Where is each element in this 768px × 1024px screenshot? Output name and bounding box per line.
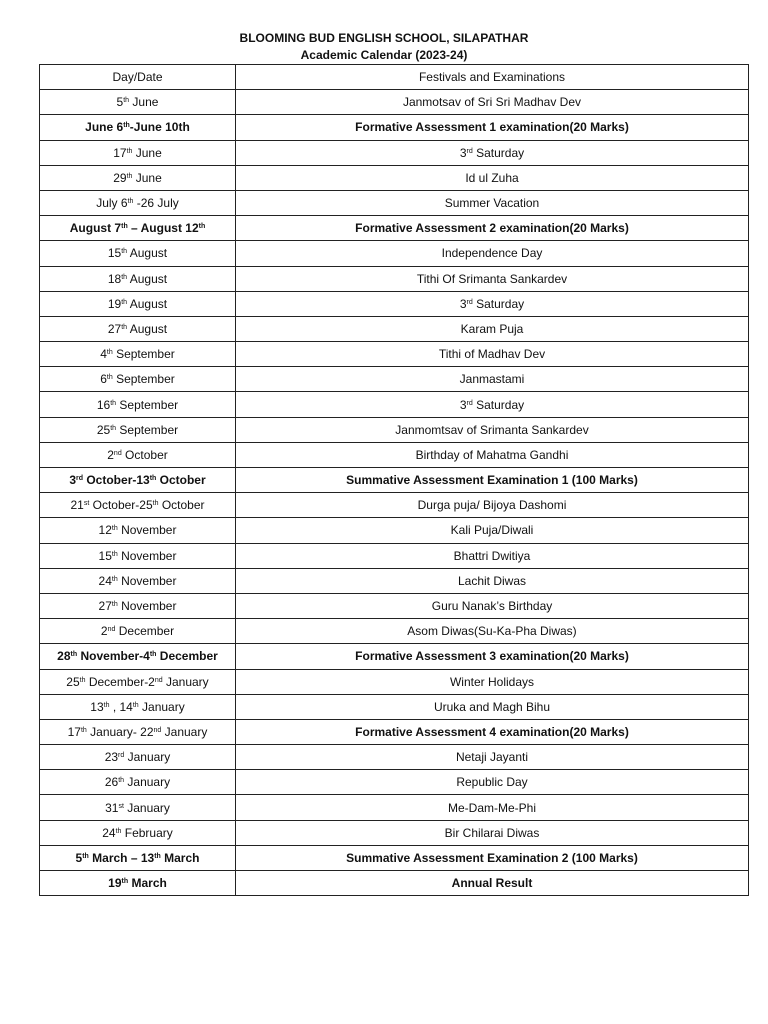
ordinal-suffix: th: [121, 223, 128, 231]
text-fragment: 12: [98, 523, 112, 538]
event-cell: Republic Day: [236, 770, 749, 795]
text-fragment: March: [160, 850, 200, 865]
date-cell: [40, 468, 236, 493]
event-cell: Birthday of Mahatma Gandhi: [236, 442, 749, 467]
ordinal-suffix: th: [198, 223, 206, 231]
date-cell: [40, 442, 236, 467]
calendar-row: [40, 845, 749, 870]
calendar-row: [40, 216, 749, 241]
ordinal-suffix: th: [154, 852, 161, 860]
date-cell: [40, 216, 236, 241]
event-cell: Asom Diwas(Su-Ka-Pha Diwas): [236, 619, 749, 644]
text-fragment: January: [138, 699, 185, 714]
calendar-row: [40, 493, 749, 518]
ordinal-suffix: th: [121, 248, 128, 256]
date-cell: [40, 770, 236, 795]
calendar-row: [40, 543, 749, 568]
ordinal-suffix: rd: [466, 147, 473, 155]
text-fragment: 15: [98, 548, 112, 563]
text-fragment: 3: [69, 473, 77, 488]
date-cell: [40, 291, 236, 316]
text-fragment: September: [116, 422, 179, 437]
column-header-date: Day/Date: [40, 65, 236, 90]
text-fragment: 25: [66, 674, 80, 689]
calendar-row: [40, 140, 749, 165]
ordinal-suffix: th: [106, 349, 113, 357]
calendar-row: [40, 694, 749, 719]
event-cell: Summative Assessment Examination 2 (100 Marks): [236, 845, 749, 870]
text-fragment: November: [117, 599, 177, 614]
text-fragment: November-4: [77, 649, 150, 664]
ordinal-suffix: th: [80, 726, 87, 734]
column-header-event: Festivals and Examinations: [236, 65, 749, 90]
date-cell: [40, 795, 236, 820]
text-fragment: 3: [459, 145, 467, 160]
ordinal-suffix: th: [121, 878, 129, 886]
text-fragment: 29: [113, 170, 127, 185]
calendar-row: [40, 392, 749, 417]
text-fragment: 24: [102, 825, 116, 840]
ordinal-suffix: th: [70, 651, 78, 659]
text-fragment: September: [116, 397, 179, 412]
date-cell: [40, 745, 236, 770]
text-fragment: December-2: [85, 674, 155, 689]
ordinal-suffix: th: [103, 701, 110, 709]
text-fragment: February: [121, 825, 173, 840]
calendar-row: [40, 518, 749, 543]
date-cell: [40, 669, 236, 694]
calendar-row: [40, 291, 749, 316]
calendar-row: [40, 745, 749, 770]
document-header: [0, 30, 768, 64]
calendar-row: [40, 115, 749, 140]
date-cell: [40, 90, 236, 115]
text-fragment: June 6: [85, 120, 124, 135]
text-fragment: August: [127, 321, 168, 336]
text-fragment: 26: [104, 775, 119, 790]
text-fragment: 17: [67, 724, 81, 739]
date-cell: [40, 644, 236, 669]
calendar-row: [40, 316, 749, 341]
date-cell: [40, 165, 236, 190]
ordinal-suffix: rd: [118, 752, 125, 760]
date-cell: [40, 593, 236, 618]
text-fragment: January- 22: [86, 724, 154, 739]
event-cell: Uruka and Magh Bihu: [236, 694, 749, 719]
ordinal-suffix: th: [132, 701, 139, 709]
school-name: BLOOMING BUD ENGLISH SCHOOL, SILAPATHAR: [239, 31, 529, 45]
text-fragment: October-13: [83, 473, 150, 488]
ordinal-suffix: nd: [113, 449, 122, 457]
calendar-row: [40, 669, 749, 694]
text-fragment: 6: [100, 372, 107, 387]
ordinal-suffix: th: [110, 399, 117, 407]
text-fragment: September: [112, 347, 175, 362]
text-fragment: -June 10th: [129, 120, 190, 135]
text-fragment: 27: [107, 321, 122, 336]
calendar-row: [40, 719, 749, 744]
ordinal-suffix: th: [126, 147, 133, 155]
calendar-row: [40, 820, 749, 845]
ordinal-suffix: th: [111, 525, 118, 533]
event-cell: Me-Dam-Me-Phi: [236, 795, 749, 820]
ordinal-suffix: th: [115, 827, 122, 835]
event-cell: Id ul Zuha: [236, 165, 749, 190]
text-fragment: August: [127, 246, 168, 261]
ordinal-suffix: th: [149, 475, 157, 483]
ordinal-suffix: rd: [466, 298, 473, 306]
text-fragment: 19: [108, 876, 122, 891]
date-cell: [40, 367, 236, 392]
event-cell: Netaji Jayanti: [236, 745, 749, 770]
event-cell: Independence Day: [236, 241, 749, 266]
text-fragment: July 6: [96, 196, 128, 211]
date-cell: [40, 719, 236, 744]
calendar-row: [40, 90, 749, 115]
event-cell: Guru Nanak’s Birthday: [236, 593, 749, 618]
event-cell: Janmotsav of Sri Sri Madhav Dev: [236, 90, 749, 115]
ordinal-suffix: th: [79, 676, 86, 684]
date-cell: [40, 518, 236, 543]
text-fragment: March: [128, 876, 167, 891]
event-cell: Formative Assessment 2 examination(20 Marks): [236, 216, 749, 241]
text-fragment: 3: [459, 296, 467, 311]
text-fragment: 3: [459, 397, 467, 412]
ordinal-suffix: rd: [466, 399, 473, 407]
text-fragment: Saturday: [472, 397, 525, 412]
text-fragment: 17: [113, 145, 127, 160]
event-cell: Formative Assessment 4 examination(20 Marks): [236, 719, 749, 744]
ordinal-suffix: th: [110, 424, 117, 432]
date-cell: [40, 493, 236, 518]
event-cell: Janmomtsav of Srimanta Sankardev: [236, 417, 749, 442]
event-cell: Tithi of Madhav Dev: [236, 342, 749, 367]
calendar-body: [40, 65, 749, 896]
text-fragment: August: [127, 296, 168, 311]
text-fragment: , 14: [109, 699, 133, 714]
text-fragment: 2: [100, 624, 108, 639]
date-cell: [40, 417, 236, 442]
ordinal-suffix: th: [121, 323, 128, 331]
text-fragment: October: [158, 498, 205, 513]
date-cell: [40, 820, 236, 845]
text-fragment: August: [127, 271, 168, 286]
text-fragment: Saturday: [472, 145, 525, 160]
ordinal-suffix: th: [82, 852, 89, 860]
text-fragment: August 7: [69, 221, 122, 236]
event-cell: Annual Result: [236, 871, 749, 896]
text-fragment: 25: [96, 422, 111, 437]
text-fragment: October-25: [89, 498, 153, 513]
event-cell: Karam Puja: [236, 316, 749, 341]
date-cell: [40, 568, 236, 593]
ordinal-suffix: nd: [153, 726, 162, 734]
text-fragment: 23: [104, 750, 119, 765]
date-cell: [40, 316, 236, 341]
ordinal-suffix: th: [126, 172, 133, 180]
text-fragment: 18: [107, 271, 122, 286]
text-fragment: December: [115, 624, 175, 639]
ordinal-suffix: th: [121, 298, 128, 306]
ordinal-suffix: th: [106, 374, 113, 382]
text-fragment: 16: [96, 397, 111, 412]
event-cell: [236, 291, 749, 316]
text-fragment: Saturday: [472, 296, 525, 311]
text-fragment: 31: [105, 800, 119, 815]
text-fragment: January: [162, 674, 209, 689]
text-fragment: January: [123, 800, 170, 815]
date-cell: [40, 241, 236, 266]
event-cell: Bhattri Dwitiya: [236, 543, 749, 568]
date-cell: [40, 266, 236, 291]
text-fragment: January: [124, 750, 171, 765]
text-fragment: 28: [57, 649, 71, 664]
ordinal-suffix: th: [123, 122, 130, 130]
date-cell: [40, 694, 236, 719]
ordinal-suffix: st: [83, 500, 90, 508]
text-fragment: June: [132, 145, 162, 160]
ordinal-suffix: nd: [154, 676, 163, 684]
event-cell: Formative Assessment 1 examination(20 Marks): [236, 115, 749, 140]
text-fragment: October: [121, 447, 168, 462]
text-fragment: 19: [107, 296, 122, 311]
text-fragment: January: [161, 724, 208, 739]
calendar-row: [40, 871, 749, 896]
text-fragment: January: [124, 775, 171, 790]
text-fragment: June: [129, 95, 159, 110]
ordinal-suffix: th: [152, 500, 159, 508]
text-fragment: – August 12: [127, 221, 199, 236]
event-cell: Winter Holidays: [236, 669, 749, 694]
date-cell: [40, 190, 236, 215]
date-cell: [40, 871, 236, 896]
date-cell: [40, 392, 236, 417]
date-cell: [40, 845, 236, 870]
text-fragment: September: [112, 372, 175, 387]
text-fragment: 5: [116, 95, 124, 110]
calendar-row: [40, 442, 749, 467]
date-cell: [40, 342, 236, 367]
ordinal-suffix: nd: [107, 626, 116, 634]
calendar-row: [40, 593, 749, 618]
ordinal-suffix: th: [123, 97, 130, 105]
text-fragment: 15: [107, 246, 122, 261]
date-cell: [40, 140, 236, 165]
event-cell: Durga puja/ Bijoya Dashomi: [236, 493, 749, 518]
text-fragment: October: [156, 473, 206, 488]
text-fragment: 24: [98, 573, 112, 588]
text-fragment: June: [132, 170, 162, 185]
text-fragment: 13: [90, 699, 104, 714]
academic-calendar-table: [39, 64, 749, 896]
ordinal-suffix: rd: [76, 475, 84, 483]
calendar-row: [40, 165, 749, 190]
text-fragment: -26 July: [133, 196, 179, 211]
event-cell: Summer Vacation: [236, 190, 749, 215]
calendar-row: [40, 795, 749, 820]
calendar-title: Academic Calendar (2023-24): [300, 48, 468, 62]
text-fragment: 27: [98, 599, 112, 614]
ordinal-suffix: th: [121, 273, 128, 281]
event-cell: Kali Puja/Diwali: [236, 518, 749, 543]
event-cell: [236, 140, 749, 165]
text-fragment: March – 13: [88, 850, 155, 865]
date-cell: [40, 619, 236, 644]
text-fragment: November: [117, 523, 177, 538]
event-cell: Formative Assessment 3 examination(20 Marks): [236, 644, 749, 669]
event-cell: [236, 392, 749, 417]
event-cell: Summative Assessment Examination 1 (100 Marks): [236, 468, 749, 493]
text-fragment: 4: [100, 347, 107, 362]
ordinal-suffix: th: [127, 198, 134, 206]
calendar-row: [40, 568, 749, 593]
calendar-row: [40, 619, 749, 644]
date-cell: [40, 115, 236, 140]
text-fragment: 2: [107, 447, 114, 462]
text-fragment: 5: [75, 850, 83, 865]
text-fragment: November: [117, 573, 177, 588]
text-fragment: December: [156, 649, 218, 664]
calendar-row: [40, 367, 749, 392]
calendar-row: [40, 468, 749, 493]
date-cell: [40, 543, 236, 568]
event-cell: Janmastami: [236, 367, 749, 392]
text-fragment: 21: [70, 498, 84, 513]
ordinal-suffix: th: [118, 777, 125, 785]
ordinal-suffix: th: [111, 550, 118, 558]
calendar-row: [40, 417, 749, 442]
calendar-row: [40, 342, 749, 367]
text-fragment: November: [117, 548, 177, 563]
event-cell: Bir Chilarai Diwas: [236, 820, 749, 845]
calendar-row: [40, 190, 749, 215]
ordinal-suffix: st: [118, 802, 124, 810]
calendar-row: [40, 266, 749, 291]
ordinal-suffix: th: [111, 575, 118, 583]
event-cell: Tithi Of Srimanta Sankardev: [236, 266, 749, 291]
calendar-row: [40, 644, 749, 669]
ordinal-suffix: th: [111, 601, 118, 609]
ordinal-suffix: th: [149, 651, 157, 659]
calendar-row: [40, 241, 749, 266]
event-cell: Lachit Diwas: [236, 568, 749, 593]
header-row: [40, 65, 749, 90]
calendar-row: [40, 770, 749, 795]
